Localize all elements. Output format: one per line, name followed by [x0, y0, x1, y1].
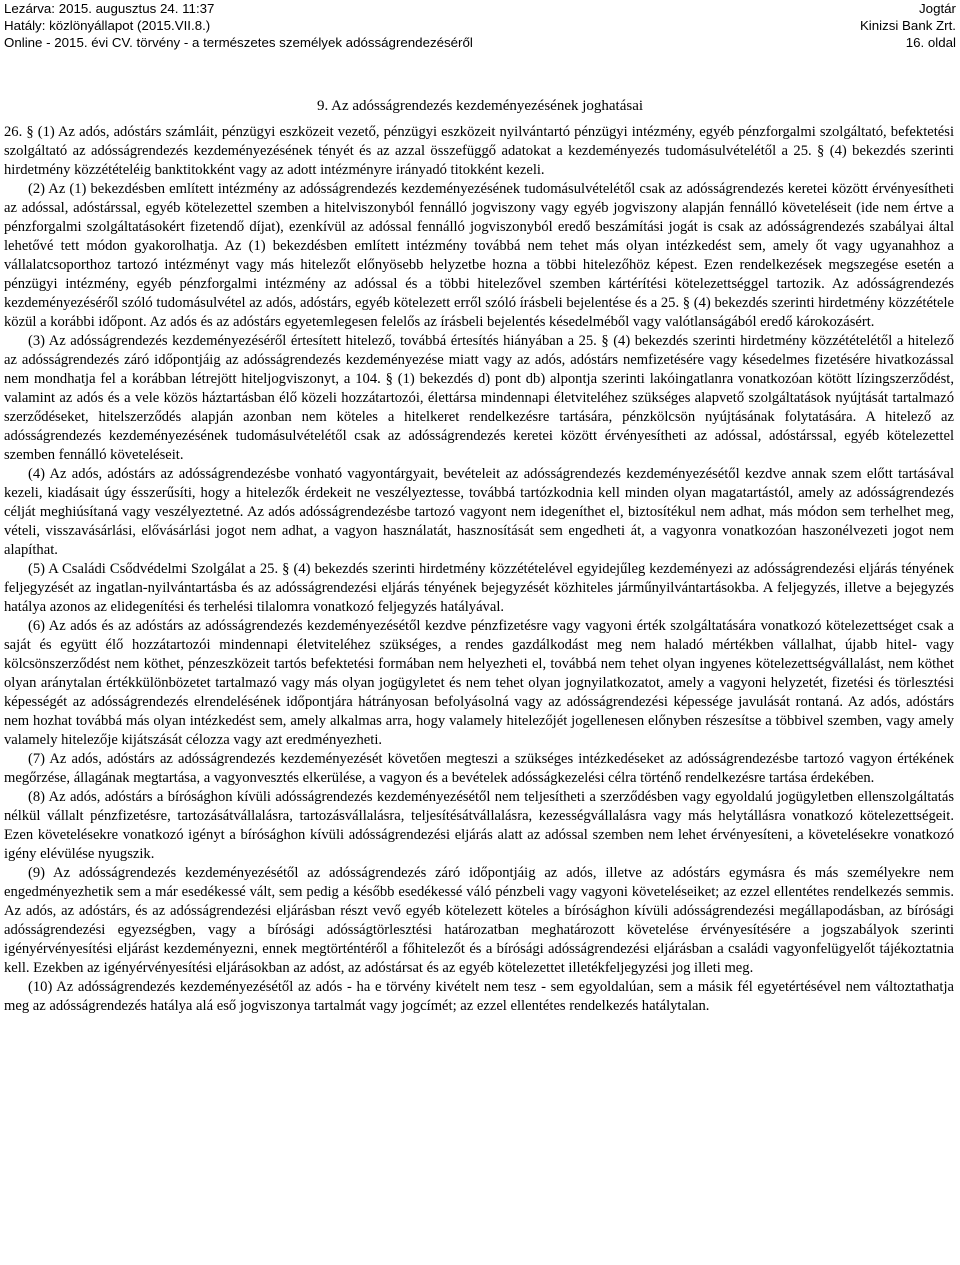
paragraph-26-5: (5) A Családi Csődvédelmi Szolgálat a 25. § (4) bekezdés szerinti hirdetmény közzétételével egyidejűleg kezdeményezi az adósságrendezési eljárás tényének feljegyzését az ingatlan-nyilvántartásba és az adósságrendezési eljárás tényének bejegyzését közhiteles járműnyilvántartásokba. A feljegyzés, illetve a bejegyzés hatálya azonos az elidegenítési és terhelési tilalomra vonatkozó feljegyzés hatályával. — [4, 561, 954, 615]
paragraph-26-4: (4) Az adós, adóstárs az adósságrendezésbe vonható vagyontárgyait, bevételeit az adósságrendezés kezdeményezésétől kezdve annak szem előtt tartásával kezeli, kiadásait úgy ésszerűsíti, hogy a hitelezők érdekeit ne veszélyeztesse, továbbá tartózkodnia kell minden olyan magatartástól, amely az adósságrendezés célját meghiúsítaná vagy veszélyeztetné. Az adós adósságrendezésbe tartozó vagyont nem idegeníthet el, biztosítékul nem adhat, más módon sem terhelhet meg, vételi, visszavásárlási, elővásárlási jogot nem adhat, a vagyon használatát, hasznosítását sem engedheti át, a vagyonra vonatkozóan haszonélvezeti jogot nem alapíthat. — [4, 466, 954, 558]
section-title: 9. Az adósságrendezés kezdeményezésének joghatásai — [316, 98, 644, 114]
paragraph-26-9: (9) Az adósságrendezés kezdeményezésétől az adósságrendezés záró időpontjáig az adós, illetve az adóstárs egymásra és más személyekre nem engedményezhetik sem a már esedékessé vált, sem pedig a később esedékessé váló pénzbeli vagy vagyoni követeléseiket; az ezzel ellentétes rendelkezés semmis. Az adós, az adóstárs, és az adósságrendezési eljárásban részt vevő egyéb kötelezett köteles a bírósághon kívüli adósságrendezési megállapodásban, az bírósági adósságrendezési egyezségben, vagy a bírósági adósságtörlesztési határozatban meghatározott követelése érvényesítésére a jogszabályok szerinti igényérvényesítési eljárást kezdeményezni, ennek megtörténtéről a főhitelezőt és a bírósági adósságrendezési eljárásban a családi vagyonfelügyelőt tájékoztatnia kell. Ezekben az igényérvényesítési eljárásokban az adóst, az adóstársat és az egyéb kötelezettet illetékfeljegyzési jog illeti meg. — [4, 865, 954, 976]
paragraph-26-6: (6) Az adós és az adóstárs az adósságrendezés kezdeményezésétől kezdve pénzfizetésre vagy vagyoni érték szolgáltatására vonatkozó kötelezettséget csak a saját és együtt élő hozzátartozói mindennapi életviteléhez szükséges, a rendes gazdálkodást meg nem haladó mértékben vállalhat, újabb hitel- vagy kölcsönszerződést nem köthet, pénzeszközeit tartós befektetési formában nem helyezheti el, továbbá nem tehet olyan ingyenes kötelezettségvállalást, nem köthet olyan aránytalan értékkülönbözetet tartalmazó vagy más olyan jogügyletet és nem tehet olyan jognyilatkozatot, amely a vagyoni helyzetét, fizetési és törlesztési képességét az adósságrendezés elrendelésének időpontjára hátrányosan befolyásolná vagy az adósságrendezési képessége javulását rontaná. Az adós, adóstárs nem hozhat továbbá más olyan intézkedést sem, amely alkalmas arra, hogy valamely hitelezőjét jogellenesen előnyben részesítse a többivel szemben, vagy amely valamely hitelezője kijátszását célozza vagy azt eredményezheti. — [4, 618, 954, 748]
paragraph-26-3: (3) Az adósságrendezés kezdeményezéséről értesített hitelező, továbbá értesítés hiányában a 25. § (4) bekezdés szerinti hirdetmény közzétételétől a hitelező az adósságrendezés záró időpontjáig az adósságrendezés kezdeményezése miatt vagy az adós, adóstárs nemfizetésére vagy késedelmes fizetésére hivatkozással nem mondhatja fel a korábban létrejött hiteljogviszonyt, a 104. § (1) bekezdés d) pont db) alpontja szerinti lakóingatlanra vonatkozóan kötött lízingszerződést, valamint az adós és a vele közös háztartásban élő közeli hozzátartozói, élettársa mindennapi életviteléhez szükséges alapvető szolgáltatások nyújtását tartalmazó szerződéseket, hitelszerződés alapján azonban nem köteles a hitelkeret rendelkezésre tartására, pénzkölcsön nyújtásának folytatására. A hitelező az adósságrendezés kezdeményezésének tudomásulvételétől csak az adósságrendezés keretei között érvényesítheti az adóssal, adóstárssal, egyéb kötelezettel szemben fennálló követeléseit. — [4, 333, 954, 463]
header-company-name: Kinizsi Bank Zrt. — [859, 18, 956, 33]
header-effect-state: Hatály: közlönyállapot (2015.VII.8.) — [4, 18, 211, 33]
paragraph-26-1: 26. § (1) Az adós, adóstárs számláit, pénzügyi eszközeit vezető, pénzügyi eszközeit nyilvántartó pénzügyi intézmény, egyéb pénzforgalmi szolgáltató, befektetési szolgáltató az adósságrendezés kezdeményezésének tényét és az azzal összefüggő adatokat a kezdeményezés tudomásulvételétől a 25. § (4) bekezdés szerinti hirdetmény közzétételéig banktitokként vagy az adott intézményre irányadó titokként kezeli. — [4, 124, 954, 178]
paragraph-26-10: (10) Az adósságrendezés kezdeményezésétől az adós - ha e törvény kivételt nem tesz - sem egyoldalúan, sem a másik fél egyetértésével nem változtathatja meg az adósságrendezés hatálya alá eső jogviszonya tartalmát vagy jogcímét; az ezzel ellentétes rendelkezés hatálytalan. — [4, 979, 954, 1014]
paragraph-26-7: (7) Az adós, adóstárs az adósságrendezés kezdeményezését követően megteszi a szükséges intézkedéseket az adósságrendezésbe tartozó vagyon értékének megőrzése, állagának megtartása, a vagyonvesztés elkerülése, a vagyon és a bevételek adósságkezelési célra történő rendelkezésre tartása érdekében. — [4, 751, 954, 786]
header-left — [4, 0, 473, 51]
header-law-title: Online - 2015. évi CV. törvény - a természetes személyek adósságrendezéséről — [4, 35, 473, 50]
document-body — [4, 123, 954, 1016]
paragraph-26-2: (2) Az (1) bekezdésben említett intézmény az adósságrendezés kezdeményezésének tudomásulvételétől csak az adósságrendezés keretei között érvényesítheti az adóssal, adóstárssal, egyéb kötelezettel szemben a hitelviszonyból fennálló jogviszony vagy egyéb jogviszony alapján fennálló követeléseit (ide nem értve a pénzforgalmi szolgáltatásokért fizetendő díjat), ezenkívül az adóssal fennálló jogviszonyból eredő beszámítási jogát is csak az adósságrendezés szabályai által lehetővé tett módon gyakorolhatja. Az (1) bekezdésben említett intézmény továbbá nem tehet más olyan intézkedést sem, amely őt vagy ugyanahhoz a vállalatcsoporthoz tartozó intézményt vagy más hitelezőt előnyösebb helyzetbe hozna a többi hitelezőhöz képest. Ezen rendelkezések megszegése esetén a pénzügyi intézmény, egyéb pénzforgalmi intézmény az adóssal és a többi hitelezővel szemben kártérítési kötelezettséggel tartozik. Az adósságrendezés kezdeményezéséről szóló tudomásulvétel az adós, adóstárs, egyéb kötelezett erről szóló írásbeli bejelentése és a 25. § (4) bekezdés szerinti hirdetmény közzététele közül a korábbi időpont. Az adós és az adóstárs egyetemlegesen felelős az írásbeli bejelentés késedelméből vagy valótlanságából eredő károkozásért. — [4, 181, 954, 330]
header-lock-date: Lezárva: 2015. augusztus 24. 11:37 — [4, 1, 215, 16]
paragraph-26-8: (8) Az adós, adóstárs a bírósághon kívüli adósságrendezés kezdeményezésétől nem teljesítheti a szerződésben vagy egyoldalú jogügyletben ellenszolgáltatás nélkül vállalt pénzfizetésre, tartozásátvállalásra, tartozásvállalásra, teljesítésátvállalásra, kezességvállalásra vagy más helytállásra vonatkozó kötelezettségeit. Ezen követelésekre vonatkozó igényt a bírósághon kívüli adósságrendezési eljárás alatt az adóssal szemben nem lehet érvényesíteni, a követelésekre vonatkozó igény elévülése nyugszik. — [4, 789, 954, 862]
header-right — [860, 0, 956, 51]
header-page-number: 16. oldal — [905, 35, 956, 50]
header-product-name: Jogtár — [919, 1, 956, 16]
